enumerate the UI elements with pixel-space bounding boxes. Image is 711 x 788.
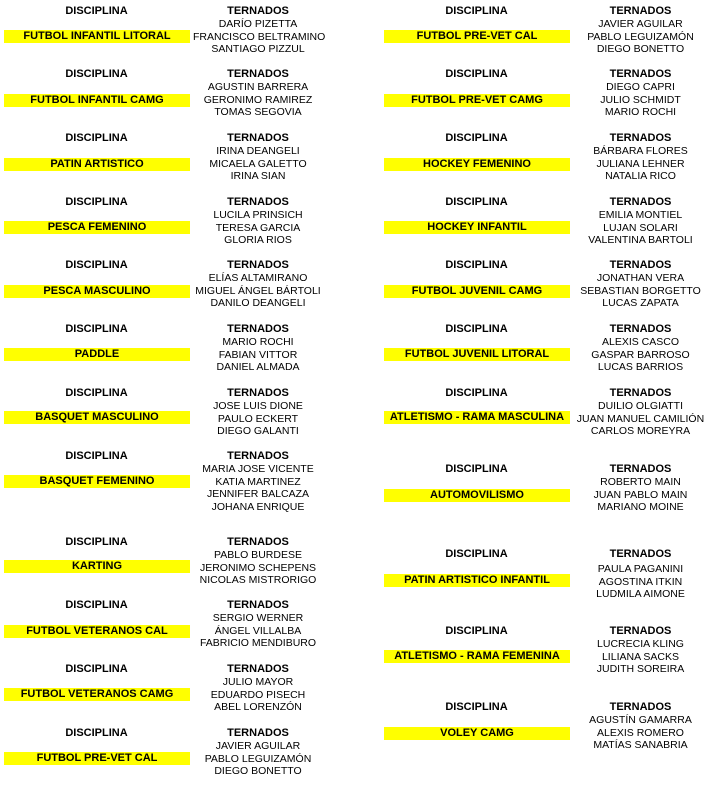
nominee-name: MATÍAS SANABRIA [593,739,688,752]
nominee-name: JAVIER AGUILAR [215,740,301,752]
ternados-header: TERNADOS [227,196,289,208]
discipline-header: DISCIPLINA [65,387,128,399]
nominee-name: MARIO ROCHI [604,106,677,119]
ternados-header: TERNADOS [227,663,289,675]
nominee-name: PABLO BURDESE [214,549,302,561]
nominee-list [573,272,708,310]
nominee-list [193,549,323,587]
nominee-name: KATIA MARTINEZ [215,475,301,488]
nominee-list [193,740,323,778]
discipline-header: DISCIPLINA [445,387,508,399]
ternados-header: TERNADOS [609,196,672,208]
discipline-header: DISCIPLINA [65,323,128,335]
discipline-label: PESCA FEMENINO [4,221,190,234]
discipline-label: FUTBOL INFANTIL CAMG [4,94,190,107]
nominee-name: ROBERTO MAIN [600,476,681,488]
discipline-label: FUTBOL JUVENIL LITORAL [384,348,570,361]
nominee-name: ALEXIS CASCO [601,336,680,348]
discipline-header: DISCIPLINA [445,625,508,637]
nominee-name: JUAN MANUEL CAMILIÓN [576,412,705,425]
nominee-list [573,563,708,601]
discipline-label: ATLETISMO - RAMA FEMENINA [384,650,570,663]
ternados-header: TERNADOS [227,5,289,17]
discipline-label: AUTOMOVILISMO [384,489,570,502]
discipline-header: DISCIPLINA [65,196,128,208]
ternados-header: TERNADOS [227,599,289,611]
discipline-label: PATIN ARTISTICO INFANTIL [384,574,570,587]
discipline-header: DISCIPLINA [65,536,128,548]
nominee-name: GERONIMO RAMIREZ [203,93,313,106]
discipline-header: DISCIPLINA [445,259,508,271]
ternados-header: TERNADOS [609,463,672,475]
discipline-header: DISCIPLINA [65,450,128,462]
ternados-header: TERNADOS [609,132,672,144]
ternados-header: TERNADOS [609,701,672,713]
nominee-name: SANTIAGO PIZZUL [211,43,305,56]
nominee-name: JOHANA ENRIQUE [211,501,305,514]
nominee-name: LILIANA SACKS [601,650,680,663]
ternados-header: TERNADOS [227,387,289,399]
nominee-list [573,209,708,247]
nominee-list [573,81,708,119]
nominee-list [193,676,323,714]
nominee-name: MIGUEL ÁNGEL BÁRTOLI [195,284,321,297]
discipline-header: DISCIPLINA [445,5,508,17]
nominee-name: JULIO SCHMIDT [600,93,681,106]
discipline-label: HOCKEY FEMENINO [384,158,570,171]
discipline-label: KARTING [4,560,190,573]
nominee-name: EDUARDO PISECH [210,688,306,701]
ternados-header: TERNADOS [609,548,672,560]
nominee-name: JOSE LUIS DIONE [213,400,303,412]
nominee-name: EMILIA MONTIEL [598,209,683,221]
nominee-name: LUJAN SOLARI [603,221,678,234]
nominee-name: JERONIMO SCHEPENS [199,561,317,574]
discipline-label: FUTBOL PRE-VET CAL [4,752,190,765]
nominee-name: LUCILA PRINSICH [213,209,303,221]
nominee-list [573,336,708,374]
discipline-header: DISCIPLINA [445,196,508,208]
nominee-name: ALEXIS ROMERO [597,726,684,739]
ternados-header: TERNADOS [609,387,672,399]
ternados-header: TERNADOS [227,68,289,80]
nominee-name: FABRICIO MENDIBURO [199,637,317,650]
nominee-name: DUILIO OLGIATTI [598,400,683,412]
nominee-name: LUCRECIA KLING [597,638,684,650]
nominee-name: MARIA JOSE VICENTE [202,463,314,475]
nominee-name: IRINA SIAN [230,170,286,183]
discipline-header: DISCIPLINA [65,259,128,271]
nominee-name: DANILO DEANGELI [210,297,306,310]
ternados-header: TERNADOS [227,450,289,462]
nominee-list [573,476,708,514]
nominee-list [573,400,708,438]
discipline-header: DISCIPLINA [65,727,128,739]
nominee-name: FRANCISCO BELTRAMINO [193,30,326,43]
discipline-label: FUTBOL JUVENIL CAMG [384,285,570,298]
nominee-name: MARIO ROCHI [222,336,294,348]
nominee-name: DIEGO BONETTO [214,765,302,778]
nominee-name: JULIO MAYOR [222,676,294,688]
discipline-label: ATLETISMO - RAMA MASCULINA [384,411,570,424]
nominee-list [193,612,323,650]
nominee-name: DIEGO GALANTI [217,425,299,438]
nominee-list [193,336,323,374]
nominee-name: DANIEL ALMADA [216,361,300,374]
discipline-header: DISCIPLINA [445,463,508,475]
nominee-name: AGUSTIN BARRERA [207,81,309,93]
ternados-header: TERNADOS [227,132,289,144]
nominee-name: JAVIER AGUILAR [598,18,683,30]
nominee-list [193,209,323,247]
nominee-name: PABLO LEGUIZAMÓN [587,30,694,43]
discipline-header: DISCIPLINA [65,663,128,675]
nominee-name: LUCAS ZAPATA [602,297,679,310]
nominee-name: ELÍAS ALTAMIRANO [208,272,308,284]
nominee-list [193,81,323,119]
nominee-name: TERESA GARCIA [215,221,301,234]
nominee-list [573,18,708,56]
nominee-name: SERGIO WERNER [212,612,304,624]
nominee-name: DARÍO PIZETTA [218,18,298,30]
nominee-name: TOMAS SEGOVIA [214,106,302,119]
nominee-name: JENNIFER BALCAZA [206,488,310,501]
ternados-header: TERNADOS [227,259,289,271]
nominee-name: GLORIA RIOS [224,234,292,247]
nominee-name: NICOLAS MISTRORIGO [199,574,317,587]
nominee-name: SEBASTIAN BORGETTO [580,284,701,297]
discipline-header: DISCIPLINA [65,132,128,144]
discipline-label: FUTBOL INFANTIL LITORAL [4,30,190,43]
nominee-name: JONATHAN VERA [596,272,685,284]
nominee-name: ÁNGEL VILLALBA [214,624,302,637]
nominee-name: DIEGO BONETTO [596,43,685,56]
discipline-label: VOLEY CAMG [384,727,570,740]
discipline-header: DISCIPLINA [65,68,128,80]
discipline-label: PATIN ARTISTICO [4,158,190,171]
discipline-label: FUTBOL VETERANOS CAMG [4,688,190,701]
nominee-list [573,638,708,676]
discipline-header: DISCIPLINA [65,5,128,17]
discipline-label: BASQUET MASCULINO [4,411,190,424]
nominee-name: MICAELA GALETTO [209,157,307,170]
nominee-name: DIEGO CAPRI [606,81,675,93]
nominee-list [573,145,708,183]
nominee-name: IRINA DEANGELI [216,145,300,157]
discipline-label: FUTBOL PRE-VET CAMG [384,94,570,107]
nominee-list [573,714,708,752]
discipline-label: FUTBOL PRE-VET CAL [384,30,570,43]
nominee-name: VALENTINA BARTOLI [588,234,693,247]
ternados-header: TERNADOS [609,259,672,271]
nominee-list [193,400,323,438]
nominee-name: GASPAR BARROSO [591,348,690,361]
nominee-name: PABLO LEGUIZAMÓN [204,752,312,765]
nominee-list [193,463,323,514]
nominee-name: JUAN PABLO MAIN [593,488,688,501]
nominee-list [193,18,326,56]
nominee-name: LUDMILA AIMONE [596,588,685,601]
nominee-name: MARIANO MOINE [597,501,684,514]
ternados-header: TERNADOS [609,68,672,80]
discipline-label: PADDLE [4,348,190,361]
nominee-list [193,145,323,183]
discipline-header: DISCIPLINA [445,548,508,560]
discipline-header: DISCIPLINA [65,599,128,611]
nominee-name: LUCAS BARRIOS [597,361,684,374]
ternados-header: TERNADOS [227,536,289,548]
nominee-name: FABIAN VITTOR [218,348,298,361]
discipline-header: DISCIPLINA [445,132,508,144]
ternados-header: TERNADOS [227,727,289,739]
nominee-name: ABEL LORENZÓN [214,701,302,714]
nominee-name: CARLOS MOREYRA [590,425,691,438]
ternados-header: TERNADOS [609,323,672,335]
nominee-name: JUDITH SOREIRA [596,663,685,676]
nominee-list [193,272,323,310]
discipline-header: DISCIPLINA [445,323,508,335]
nominee-name: AGOSTINA ITKIN [598,575,683,588]
nominee-name: BÁRBARA FLORES [593,145,688,157]
discipline-label: HOCKEY INFANTIL [384,221,570,234]
discipline-label: BASQUET FEMENINO [4,475,190,488]
nominee-name: JULIANA LEHNER [596,157,685,170]
nominee-name: PAULA PAGANINI [597,563,684,575]
nominee-name: NATALIA RICO [605,170,676,183]
ternados-header: TERNADOS [609,5,672,17]
discipline-header: DISCIPLINA [445,701,508,713]
ternados-header: TERNADOS [227,323,289,335]
discipline-label: FUTBOL VETERANOS CAL [4,625,190,638]
discipline-label: PESCA MASCULINO [4,285,190,298]
nominee-name: PAULO ECKERT [217,412,299,425]
discipline-header: DISCIPLINA [445,68,508,80]
nominee-name: AGUSTÍN GAMARRA [589,714,692,726]
ternados-header: TERNADOS [609,625,672,637]
